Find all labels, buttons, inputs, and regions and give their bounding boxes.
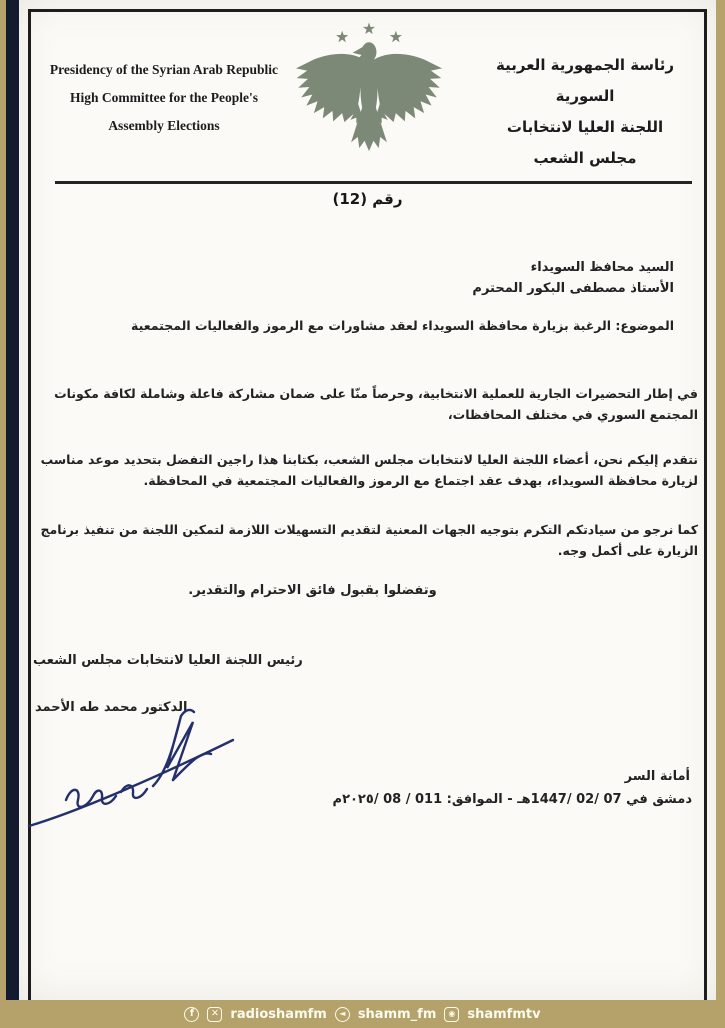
telegram-icon: [335, 1007, 350, 1022]
letterhead-english-line: Assembly Elections: [108, 118, 220, 133]
subject-line: الموضوع: الرغبة بزيارة محافظة السويداء لعقد مشاورات مع الرموز والفعاليات المجتمعية: [131, 318, 674, 333]
x-twitter-icon: ✕: [207, 1007, 222, 1022]
closing-salutation: وتفضلوا بقبول فائق الاحترام والتقدير.: [188, 583, 437, 598]
scan-edge-strip: [6, 0, 19, 1000]
letterhead-english-line: High Committee for the People's: [70, 90, 258, 105]
signer-name: الدكتور محمد طه الأحمد: [35, 700, 188, 715]
body-paragraph-1: في إطار التحضيرات الجارية للعملية الانتخابية، وحرصاً منّا على ضمان مشاركة فاعلة وشاملة لكافة مكونات المجتمع السوري في مختلف المحافظات،: [54, 386, 698, 422]
letterhead-english: [33, 56, 295, 140]
letterhead-arabic-line: رئاسة الجمهورية العربية السورية: [496, 56, 674, 105]
eagle-emblem-icon: [287, 14, 451, 172]
document-number: رقم (12): [332, 190, 403, 208]
signer-title: رئيس اللجنة العليا لانتخابات مجلس الشعب: [33, 653, 303, 668]
letterhead-arabic-line: مجلس الشعب: [533, 149, 637, 167]
recipient-block: [472, 257, 674, 299]
letterhead-english-line: Presidency of the Syrian Arab Republic: [49, 62, 279, 77]
body-paragraph-2: نتقدم إليكم نحن، أعضاء اللجنة العليا لانتخابات مجلس الشعب، بكتابنا هذا راجين التفضل بتحديد موعد مناسب لزيارة محافظة السويداء، بهدف عقد اجتماع مع الرموز والفعاليات المجتمعية في المحافظة.: [40, 452, 698, 488]
recipient-line: الأستاذ مصطفى البكور المحترم: [472, 281, 674, 296]
facebook-icon: f: [184, 1007, 199, 1022]
handwritten-signature: [21, 688, 256, 838]
secretariat-label: أمانة السر: [624, 769, 690, 784]
broadcast-footer-banner: [0, 1000, 725, 1028]
instagram-glyph: ◉: [448, 1009, 456, 1018]
telegram-handle: shamm_fm: [357, 1006, 437, 1022]
letter-page: [19, 0, 716, 1000]
instagram-icon: [444, 1007, 459, 1022]
letterhead-divider: [55, 181, 692, 184]
body-paragraph-3: كما نرجو من سيادتكم التكرم بتوجيه الجهات المعنية لتقديم التسهيلات اللازمة لتمكين اللجنة من تنفيذ برنامج الزيارة على أكمل وجه.: [40, 522, 698, 558]
date-line: دمشق في 07 /02 /1447هـ - الموافق: 011 / 08 /٢٠٢٥م: [332, 792, 692, 807]
facebook-handle: radioshamfm: [230, 1006, 327, 1022]
letterhead-arabic: [466, 50, 704, 174]
recipient-line: السيد محافظ السويداء: [530, 260, 674, 275]
letterhead-arabic-line: اللجنة العليا لانتخابات: [506, 118, 664, 136]
telegram-glyph: ◄: [339, 1009, 346, 1018]
instagram-handle: shamfmtv: [467, 1006, 541, 1022]
